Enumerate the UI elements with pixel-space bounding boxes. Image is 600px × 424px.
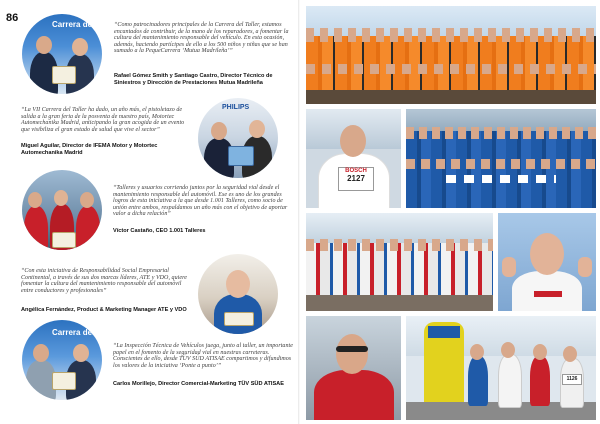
portrait-tuv-sud [22, 320, 102, 400]
photo-bosch-runner [306, 109, 401, 208]
quote-text: “La Inspección Técnica de Vehículos juega, junto al taller, un importante papel en el fomento de la seguridad vial en nuestras carreteras. Conscientes de ello, desde TÜV SÜD ATISAE compartimos y difundimos los valores de la iniciativa ‘Ponte a punto’” [113, 343, 293, 369]
runner-bib [338, 167, 374, 191]
quote-text: “La VII Carrera del Taller ha dado, un año más, el pistoletazo de salida a la gran feria de la posventa de nuestro país, Motortec Automechanika Madrid, anticipando la gran acogida de un evento que visibiliza el gran estado de salud que vive el sector” [21, 107, 185, 133]
portrait-1001-talleres [22, 170, 102, 250]
signature: Víctor Castaño, CEO 1.001 Talleres [113, 228, 206, 234]
banner-text: Carrera del [52, 20, 95, 29]
banner-text: PHILIPS [222, 104, 250, 111]
signature: Rafael Gómez Smith y Santiago Castro, Director Técnico de Siniestros y Dirección de Prestaciones Mutua Madrileña [114, 73, 273, 86]
finish-bib: 1126 [562, 374, 582, 385]
signature: Miguel Aguilar, Director de IFEMA Motor y Motortec Automechanika Madrid [21, 143, 158, 156]
signature: Angélica Fernández, Product & Marketing Manager ATE y VDO [21, 307, 187, 313]
photo-group-blue [406, 109, 596, 208]
right-page [300, 0, 600, 424]
portrait-mutua [22, 14, 102, 94]
portrait-ifema [198, 98, 278, 178]
banner-text: Carrera del [52, 328, 95, 337]
photo-thumbs-up [498, 213, 596, 311]
quote-text: “Talleres y usuarios corriendo juntos por la seguridad vial desde el mantenimiento responsable del automóvil. Ese es uno de los grandes logros de esta iniciativa a la que desde 1.001 Talleres, como socio de unión entre ambos, respaldamos un año más con el objetivo de aportar valor a dicha relación” [113, 185, 288, 218]
portrait-ate-vdo [198, 254, 278, 334]
quote-text: “Con esta iniciativa de Responsabilidad Social Empresarial Continental, a través de sus dos marcas líderes, ATE y VDO, quiere fomentar la cultura del mantenimiento responsable del automóvil entre conductores y profesionales” [21, 268, 187, 294]
photo-group-mixed [306, 213, 493, 311]
photo-group-orange [306, 6, 596, 104]
photo-red-runner [306, 316, 401, 420]
bib-brand: BOSCH [345, 168, 367, 174]
bib-number: 2127 [347, 174, 365, 183]
page-number: 86 [6, 12, 19, 24]
photo-finish-line [406, 316, 596, 420]
signature: Carlos Morillejo, Director Comercial-Marketing TÜV SÜD ATISAE [113, 381, 284, 387]
quote-text: “Como patrocinadores principales de la Carrera del Taller, estamos encantados de contribuir, de la mano de los reparadores, a fomentar la cultura del mantenimiento responsable del vehículo. En esta ocasión, además, haciendo partícipes de ello a los 500 niños y niñas que se han sumado a la PequeCarrera ‘Mutua Madrileña’” [114, 22, 289, 55]
